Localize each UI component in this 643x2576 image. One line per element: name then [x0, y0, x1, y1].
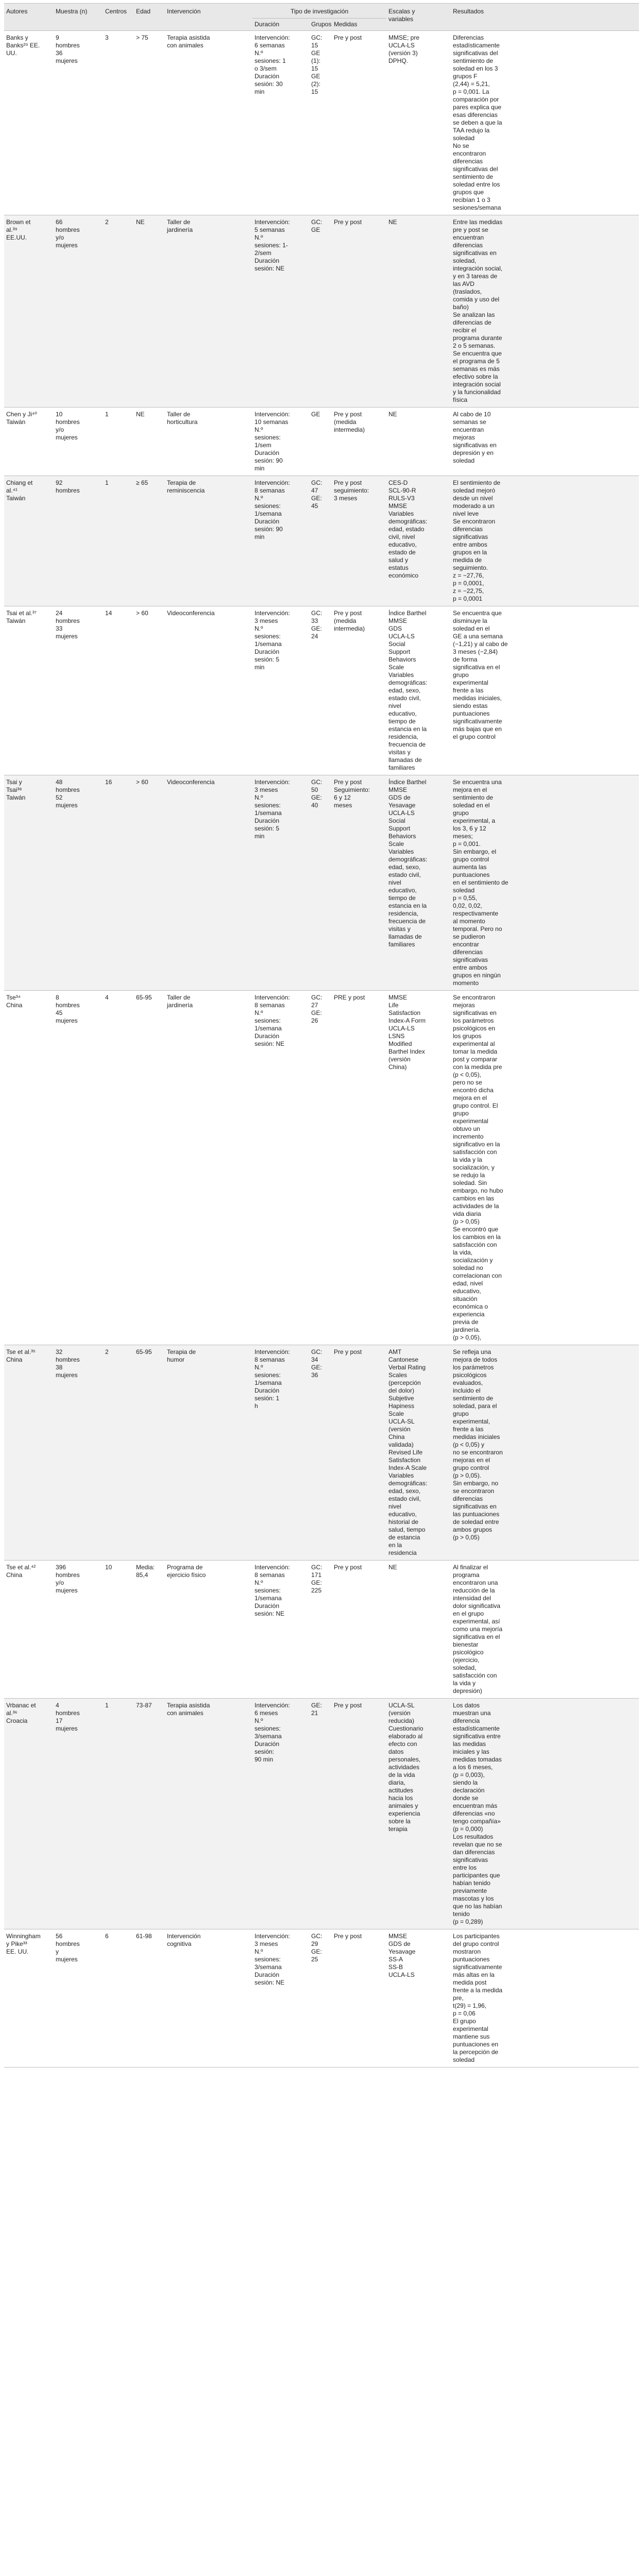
medidas-text: Pre y post: [334, 34, 362, 41]
header-tipo-label: Tipo de investigación: [290, 8, 349, 15]
cell-muestra: [54, 31, 103, 215]
duracion-text: Intervención: 3 meses N.º sesiones: 3/semana Duración sesión: NE: [255, 1933, 290, 1986]
cell-grupos: [309, 775, 332, 991]
duracion-text: Intervención: 8 semanas N.º sesiones: 1/semana Duración sesión: 1 h: [255, 1348, 290, 1410]
header-tipo-investigacion: [252, 4, 386, 19]
cell-duracion: [252, 1561, 309, 1699]
table-row: [4, 1561, 639, 1699]
edad-text: Media: 85,4: [136, 1564, 155, 1579]
cell-medidas: [332, 1345, 386, 1561]
intervencion-text: Videoconferencia: [167, 778, 215, 786]
edad-text: > 75: [136, 34, 148, 41]
autores-text: Tsai et al.³⁷ Taiwán: [6, 609, 37, 624]
header-grupos-label: Grupos: [311, 21, 332, 28]
grupos-text: GC: 50 GE: 40: [311, 778, 323, 809]
cell-centros: [103, 991, 134, 1345]
cell-duracion: [252, 606, 309, 775]
centros-text: 6: [105, 1933, 109, 1940]
cell-grupos: [309, 408, 332, 476]
table-row: [4, 476, 639, 606]
intervencion-text: Videoconferencia: [167, 609, 215, 617]
grupos-text: GC: 27 GE: 26: [311, 994, 323, 1024]
resultados-text: Se encontraron mejoras significativas en los parámetros psicológicos en los grupos experimental al tomar la medida post y comparar con la medida pre (p < 0,05), pero no se encontró dicha mejora en el grupo control. El grupo experimental obtuvo un incremento significativo en la satisfacción con la vida y la socialización, y se redujo la soledad. Sin embargo, no hubo cambios en las actividades de la vida diaria (p > 0,05) Se encontró que los cambios en la satisfacción con la vida, socialización y soledad no correlacionan con edad, nivel educativo, situación económica o experiencia previa de jardinería. (p > 0,05),: [453, 994, 503, 1341]
duracion-text: Intervención: 10 semanas N.º sesiones: 1/sem Duración sesión: 90 min: [255, 411, 290, 472]
cell-duracion: [252, 476, 309, 606]
studies-table: [4, 3, 639, 2067]
grupos-text: GC: 171 GE: 225: [311, 1564, 323, 1594]
medidas-text: Pre y post: [334, 1564, 362, 1571]
cell-resultados: [451, 1345, 639, 1561]
cell-edad: [134, 1699, 165, 1929]
cell-medidas: [332, 1699, 386, 1929]
cell-duracion: [252, 408, 309, 476]
grupos-text: GE: 21: [311, 1702, 322, 1717]
header-escalas-label: Escalas y variables: [388, 8, 415, 23]
centros-text: 16: [105, 778, 112, 786]
escalas-text: NE: [388, 411, 397, 418]
resultados-text: El sentimiento de soledad mejoró desde un nivel moderado a un nivel leve Se encontraron diferencias significativas entre ambos grupos en la medida de seguimiento. z = −27,76, p = 0,0001, z = −22,75, p = 0,0001: [453, 479, 501, 602]
edad-text: 65-95: [136, 1348, 152, 1355]
cell-centros: [103, 1929, 134, 2067]
centros-text: 3: [105, 34, 109, 41]
intervencion-text: Programa de ejercicio físico: [167, 1564, 206, 1579]
header-autores-label: Autores: [6, 8, 28, 15]
medidas-text: Pre y post: [334, 218, 362, 226]
autores-text: Chiang et al.⁴¹ Taiwán: [6, 479, 33, 502]
header-duracion-label: Duración: [255, 21, 280, 28]
centros-text: 1: [105, 479, 109, 486]
header-centros-label: Centros: [105, 8, 127, 15]
cell-resultados: [451, 1699, 639, 1929]
medidas-text: Pre y post: [334, 1702, 362, 1709]
cell-grupos: [309, 476, 332, 606]
cell-escalas: [386, 606, 451, 775]
cell-grupos: [309, 1929, 332, 2067]
table-row: [4, 991, 639, 1345]
cell-intervencion: [165, 1345, 252, 1561]
muestra-text: 66 hombres y/o mujeres: [56, 218, 80, 249]
resultados-text: Se encuentra que disminuye la soledad en el GE a una semana (−1,21) y al cabo de 3 meses (−2,84) de forma significativa en el grupo experimental frente a las medidas iniciales, siendo estas puntuaciones significativamente más bajas que en el grupo control: [453, 609, 508, 740]
cell-escalas: [386, 775, 451, 991]
cell-autores: [4, 476, 54, 606]
cell-edad: [134, 775, 165, 991]
cell-edad: [134, 606, 165, 775]
duracion-text: Intervención: 8 semanas N.º sesiones: 1/semana Duración sesión: NE: [255, 994, 290, 1047]
cell-grupos: [309, 606, 332, 775]
medidas-text: PRE y post: [334, 994, 365, 1001]
header-muestra: [54, 4, 103, 31]
cell-resultados: [451, 476, 639, 606]
cell-medidas: [332, 775, 386, 991]
cell-escalas: [386, 991, 451, 1345]
cell-medidas: [332, 606, 386, 775]
intervencion-text: Taller de jardinería: [167, 994, 193, 1009]
cell-escalas: [386, 31, 451, 215]
header-resultados: [451, 4, 639, 31]
escalas-text: MMSE; pre UCLA-LS (versión 3) DPHQ.: [388, 34, 420, 64]
resultados-text: Entre las medidas pre y post se encuentran diferencias significativas en soledad, integración social, y en 3 tareas de las AVD (traslados, comida y uso del baño) Se analizan las diferencias de recibir el programa durante 2 o 5 semanas. Se encuentra que el programa de 5 semanas es más efectivo sobre la integración social y la funcionalidad física: [453, 218, 503, 403]
escalas-text: CES-D SCL-90-R RULS-V3 MMSE Variables demográficas: edad, estado civil, nivel educativo, estado de salud y estatus económico: [388, 479, 428, 579]
cell-intervencion: [165, 408, 252, 476]
cell-medidas: [332, 476, 386, 606]
cell-resultados: [451, 1561, 639, 1699]
cell-grupos: [309, 1561, 332, 1699]
grupos-text: GC: 15 GE (1): 15 GE (2): 15: [311, 34, 323, 95]
resultados-text: Se encuentra una mejora en el sentimiento de soledad en el grupo experimental, a los 3, 6 y 12 meses; p = 0,001. Sin embargo, el grupo control aumenta las puntuaciones en el sentimiento de soledad p = 0,55, 0,02, 0,02, respectivamente al momento temporal. Pero no se pudieron encontrar diferencias significativas entre ambos grupos en ningún momento: [453, 778, 509, 987]
cell-medidas: [332, 408, 386, 476]
cell-medidas: [332, 215, 386, 408]
cell-resultados: [451, 408, 639, 476]
cell-muestra: [54, 1345, 103, 1561]
cell-edad: [134, 1561, 165, 1699]
duracion-text: Intervención: 3 meses N.º sesiones: 1/semana Duración sesión: 5 min: [255, 609, 290, 671]
muestra-text: 9 hombres 36 mujeres: [56, 34, 80, 64]
header-edad-label: Edad: [136, 8, 151, 15]
cell-centros: [103, 215, 134, 408]
intervencion-text: Terapia de reminiscencia: [167, 479, 205, 494]
medidas-text: Pre y post: [334, 1933, 362, 1940]
cell-resultados: [451, 31, 639, 215]
table-row: [4, 215, 639, 408]
table-row: [4, 775, 639, 991]
cell-autores: [4, 606, 54, 775]
cell-resultados: [451, 606, 639, 775]
cell-edad: [134, 31, 165, 215]
intervencion-text: Terapia asistida con animales: [167, 34, 210, 49]
cell-intervencion: [165, 1929, 252, 2067]
cell-grupos: [309, 1699, 332, 1929]
cell-intervencion: [165, 476, 252, 606]
muestra-text: 396 hombres y/o mujeres: [56, 1564, 80, 1594]
autores-text: Winningham y Pike³³ EE. UU.: [6, 1933, 41, 1955]
cell-autores: [4, 1345, 54, 1561]
centros-text: 10: [105, 1564, 112, 1571]
duracion-text: Intervención: 6 meses N.º sesiones: 3/semana Duración sesión: 90 min: [255, 1702, 290, 1763]
duracion-text: Intervención: 8 semanas N.º sesiones: 1/semana Duración sesión: 90 min: [255, 479, 290, 540]
edad-text: NE: [136, 411, 145, 418]
muestra-text: 92 hombres: [56, 479, 80, 494]
medidas-text: Pre y post: [334, 1348, 362, 1355]
duracion-text: Intervención: 5 semanas N.º sesiones: 1- 2/sem Duración sesión: NE: [255, 218, 290, 272]
intervencion-text: Taller de horticultura: [167, 411, 198, 426]
header-muestra-label: Muestra (n): [56, 8, 88, 15]
table-row: [4, 1929, 639, 2067]
cell-autores: [4, 991, 54, 1345]
autores-text: Chen y Ji⁴⁰ Taiwán: [6, 411, 37, 426]
escalas-text: NE: [388, 1564, 397, 1571]
resultados-text: Diferencias estadísticamente significativas del sentimiento de soledad en los 3 grupos F (2,44) = 5,21, p = 0,001. La comparación por pares explica que esas diferencias se deben a que la TAA redujo la soledad No se encontraron diferencias significativas del sentimiento de soledad entre los grupos que recibían 1 o 3 sesiones/semana: [453, 34, 502, 211]
autores-text: Tse et al.⁴² China: [6, 1564, 36, 1579]
muestra-text: 32 hombres 38 mujeres: [56, 1348, 80, 1379]
cell-escalas: [386, 408, 451, 476]
escalas-text: MMSE GDS de Yesavage SS-A SS-B UCLA-LS: [388, 1933, 416, 1978]
cell-muestra: [54, 775, 103, 991]
medidas-text: Pre y post Seguimiento: 6 y 12 meses: [334, 778, 370, 809]
duracion-text: Intervención: 8 semanas N.º sesiones: 1/semana Duración sesión: NE: [255, 1564, 290, 1617]
cell-centros: [103, 1561, 134, 1699]
cell-edad: [134, 1345, 165, 1561]
edad-text: 73-87: [136, 1702, 152, 1709]
header-resultados-label: Resultados: [453, 8, 484, 15]
muestra-text: 10 hombres y/o mujeres: [56, 411, 80, 441]
resultados-text: Los participantes del grupo control mostraron puntuaciones significativamente más altas en la medida post frente a la medida pre, t(29) = 1,96, p = 0,06 El grupo experimental mantiene sus puntuaciones en la percepción de soledad: [453, 1933, 503, 2063]
cell-autores: [4, 31, 54, 215]
cell-muestra: [54, 476, 103, 606]
table-row: [4, 408, 639, 476]
header-duracion: [252, 19, 309, 31]
cell-intervencion: [165, 215, 252, 408]
cell-duracion: [252, 1345, 309, 1561]
grupos-text: GC: 47 GE: 45: [311, 479, 323, 510]
cell-grupos: [309, 991, 332, 1345]
table-row: [4, 1345, 639, 1561]
cell-centros: [103, 1699, 134, 1929]
cell-muestra: [54, 606, 103, 775]
cell-escalas: [386, 476, 451, 606]
edad-text: NE: [136, 218, 145, 226]
centros-text: 2: [105, 1348, 109, 1355]
cell-muestra: [54, 1699, 103, 1929]
header-medidas: [332, 19, 386, 31]
medidas-text: Pre y post seguimiento: 3 meses: [334, 479, 369, 502]
intervencion-text: Terapia asistida con animales: [167, 1702, 210, 1717]
muestra-text: 8 hombres 45 mujeres: [56, 994, 80, 1024]
header-centros: [103, 4, 134, 31]
cell-edad: [134, 408, 165, 476]
escalas-text: UCLA-SL (versión reducida) Cuestionario elaborado al efecto con datos personales, actividades de la vida diaria, actitudes hacia los animales y experiencia sobre la terapia: [388, 1702, 424, 1833]
cell-centros: [103, 476, 134, 606]
muestra-text: 48 hombres 52 mujeres: [56, 778, 80, 809]
cell-escalas: [386, 1561, 451, 1699]
cell-medidas: [332, 1929, 386, 2067]
cell-muestra: [54, 215, 103, 408]
muestra-text: 4 hombres 17 mujeres: [56, 1702, 80, 1732]
cell-intervencion: [165, 775, 252, 991]
muestra-text: 24 hombres 33 mujeres: [56, 609, 80, 640]
edad-text: > 60: [136, 609, 148, 617]
cell-duracion: [252, 775, 309, 991]
table-row: [4, 1699, 639, 1929]
autores-text: Tsai y Tsai³⁸ Taiwán: [6, 778, 26, 801]
header-grupos: [309, 19, 332, 31]
centros-text: 14: [105, 609, 112, 617]
intervencion-text: Intervención cognitiva: [167, 1933, 201, 1947]
cell-medidas: [332, 1561, 386, 1699]
cell-grupos: [309, 1345, 332, 1561]
duracion-text: Intervención: 3 meses N.º sesiones: 1/semana Duración sesión: 5 min: [255, 778, 290, 840]
intervencion-text: Taller de jardinería: [167, 218, 193, 233]
grupos-text: GC: 29 GE: 25: [311, 1933, 323, 1963]
autores-text: Vrbanac et al.³⁶ Croacia: [6, 1702, 36, 1724]
cell-duracion: [252, 31, 309, 215]
escalas-text: NE: [388, 218, 397, 226]
cell-autores: [4, 408, 54, 476]
autores-text: Tse et al.³⁵ China: [6, 1348, 36, 1363]
grupos-text: GE: [311, 411, 320, 418]
escalas-text: Índice Barthel MMSE GDS de Yesavage UCLA-LS Social Support Behaviors Scale Variables demográficas: edad, sexo, estado civil, nivel educativo, tiempo de estancia en la residencia, frecuencia de visitas y llamadas de familiares: [388, 778, 428, 948]
cell-muestra: [54, 1561, 103, 1699]
duracion-text: Intervención: 6 semanas N.º sesiones: 1 o 3/sem Duración sesión: 30 min: [255, 34, 290, 95]
cell-centros: [103, 775, 134, 991]
cell-intervencion: [165, 991, 252, 1345]
cell-duracion: [252, 1929, 309, 2067]
cell-duracion: [252, 991, 309, 1345]
edad-text: 61-98: [136, 1933, 152, 1940]
cell-escalas: [386, 1345, 451, 1561]
cell-resultados: [451, 775, 639, 991]
escalas-text: AMT Cantonese Verbal Rating Scales (percepción del dolor) Subjetive Hapiness Scale UCLA-SL (versión China validada) Revised Life Satisfaction Index-A Scale Variables demográficas: edad, sexo, estado civil, nivel educativo, historial de salud, tiempo de estancia en la residencia: [388, 1348, 428, 1556]
escalas-text: Índice Barthel MMSE GDS UCLA-LS Social Support Behaviors Scale Variables demográficas: edad, sexo, estado civil, nivel educativo, tiempo de estancia en la residencia, frecuencia de visitas y llamadas de familiares: [388, 609, 428, 771]
cell-edad: [134, 476, 165, 606]
cell-edad: [134, 991, 165, 1345]
cell-edad: [134, 1929, 165, 2067]
cell-autores: [4, 1699, 54, 1929]
cell-centros: [103, 606, 134, 775]
table-body: [4, 31, 639, 2067]
medidas-text: Pre y post (medida intermedia): [334, 411, 365, 433]
intervencion-text: Terapia de humor: [167, 1348, 196, 1363]
edad-text: ≥ 65: [136, 479, 148, 486]
header-intervencion: [165, 4, 252, 31]
cell-intervencion: [165, 31, 252, 215]
cell-autores: [4, 1929, 54, 2067]
cell-duracion: [252, 1699, 309, 1929]
centros-text: 1: [105, 1702, 109, 1709]
autores-text: Banks y Banks²⁹ EE. UU.: [6, 34, 40, 57]
cell-intervencion: [165, 1699, 252, 1929]
cell-resultados: [451, 991, 639, 1345]
cell-centros: [103, 1345, 134, 1561]
centros-text: 2: [105, 218, 109, 226]
header-intervencion-label: Intervención: [167, 8, 201, 15]
grupos-text: GC: 34 GE: 36: [311, 1348, 323, 1379]
cell-escalas: [386, 1929, 451, 2067]
header-autores: [4, 4, 54, 31]
header-escalas: [386, 4, 451, 31]
resultados-text: Al cabo de 10 semanas se encuentran mejoras significativas en depresión y en soledad: [453, 411, 497, 464]
table-row: [4, 31, 639, 215]
cell-grupos: [309, 215, 332, 408]
cell-muestra: [54, 1929, 103, 2067]
edad-text: > 60: [136, 778, 148, 786]
header-medidas-label: Medidas: [334, 21, 358, 28]
edad-text: 65-95: [136, 994, 152, 1001]
cell-centros: [103, 408, 134, 476]
cell-resultados: [451, 1929, 639, 2067]
cell-intervencion: [165, 606, 252, 775]
cell-duracion: [252, 215, 309, 408]
cell-intervencion: [165, 1561, 252, 1699]
grupos-text: GC: 33 GE: 24: [311, 609, 323, 640]
cell-medidas: [332, 31, 386, 215]
autores-text: Tse³⁴ China: [6, 994, 23, 1009]
cell-centros: [103, 31, 134, 215]
cell-medidas: [332, 991, 386, 1345]
cell-muestra: [54, 991, 103, 1345]
table-row: [4, 606, 639, 775]
cell-autores: [4, 1561, 54, 1699]
autores-text: Brown et al.³⁹ EE.UU.: [6, 218, 31, 241]
cell-resultados: [451, 215, 639, 408]
centros-text: 4: [105, 994, 109, 1001]
cell-autores: [4, 215, 54, 408]
escalas-text: MMSE Life Satisfaction Index-A Form UCLA-LS LSNS Modified Barthel Index (versión China): [388, 994, 426, 1071]
cell-autores: [4, 775, 54, 991]
header-edad: [134, 4, 165, 31]
grupos-text: GC: GE: [311, 218, 323, 233]
muestra-text: 56 hombres y mujeres: [56, 1933, 80, 1963]
centros-text: 1: [105, 411, 109, 418]
header-row-1: [4, 4, 639, 19]
cell-edad: [134, 215, 165, 408]
cell-muestra: [54, 408, 103, 476]
medidas-text: Pre y post (medida intermedia): [334, 609, 365, 632]
cell-escalas: [386, 215, 451, 408]
resultados-text: Al finalizar el programa encontraron una reducción de la intensidad del dolor significativa en el grupo experimental, así como una mejoría significativa en el bienestar psicológico (ejercicio, soledad, satisfacción con la vida y depresión): [453, 1564, 503, 1694]
resultados-text: Los datos muestran una diferencia estadísticamente significativa entre las medidas iniciales y las medidas tomadas a los 6 meses, (p = 0,003), siendo la declaración donde se encuentran más diferencias «no tengo compañía» (p = 0,000) Los resultados revelan que no se dan diferencias significativas entre los participantes que habían tenido previamente mascotas y los que no las habían tenido (p = 0,289): [453, 1702, 502, 1925]
resultados-text: Se refleja una mejora de todos los parámetros psicológicos evaluados, incluido el sentimiento de soledad, para el grupo experimental, frente a las medidas iniciales (p < 0,05) y no se encontraron mejoras en el grupo control (p > 0,05). Sin embargo, no se encontraron diferencias significativas en las puntuaciones de soledad entre ambos grupos (p > 0,05): [453, 1348, 503, 1541]
cell-escalas: [386, 1699, 451, 1929]
cell-grupos: [309, 31, 332, 215]
